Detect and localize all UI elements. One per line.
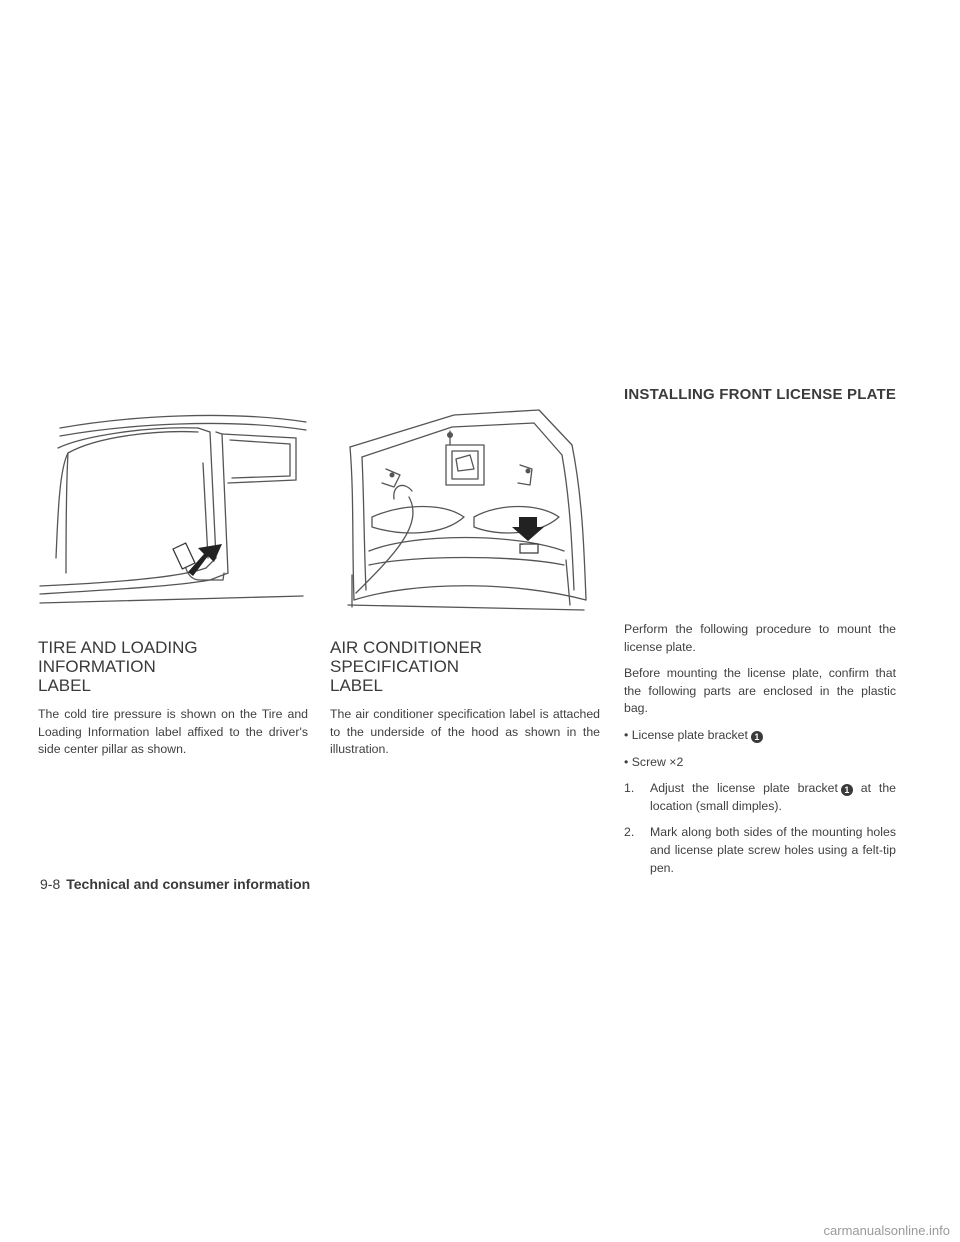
ac-section-title: AIR CONDITIONER SPECIFICATION LABEL [330,638,483,695]
license-before: Before mounting the license plate, confirm that the following parts are enclosed in the plastic bag. [624,666,896,716]
arrow-indicator-icon [512,517,544,541]
bullet-screw: • Screw ×2 [624,754,684,769]
license-section [624,621,896,877]
step-1: 1. Adjust the license plate bracket 1 at the location (small dimples). [624,781,896,813]
callout-1-icon: 1 [841,784,853,796]
license-intro: Perform the following procedure to mount the license plate. [624,622,896,654]
tire-label-figure [38,408,308,613]
callout-1-icon: 1 [751,731,763,743]
bullet-bracket: • License plate bracket 1 [624,727,896,745]
license-plate-heading: INSTALLING FRONT LICENSE PLATE [624,386,897,403]
page-footer [40,876,310,892]
ac-label-figure [334,405,596,615]
chapter-title: Technical and consumer information [66,876,311,892]
ac-section [330,638,600,759]
car-pillar-illustration [38,408,308,613]
page-number: 9-8 [40,876,61,892]
watermark: carmanualsonline.info [823,1223,950,1238]
tire-section-title: TIRE AND LOADING INFORMATION LABEL [38,638,198,695]
tire-section [38,638,308,759]
ac-section-body: The air conditioner specification label is attached to the underside of the hood as shown in the illustration. [330,707,600,757]
tire-section-body: The cold tire pressure is shown on the Tire and Loading Information label affixed to the driver's side center pillar as shown. [38,707,308,757]
tire-label-sticker-icon [173,543,195,569]
hood-illustration [334,405,596,615]
ac-label-sticker-icon [520,544,538,553]
step-2: 2. Mark along both sides of the mounting holes and license plate screw holes using a felt-tip pen. [624,825,896,875]
